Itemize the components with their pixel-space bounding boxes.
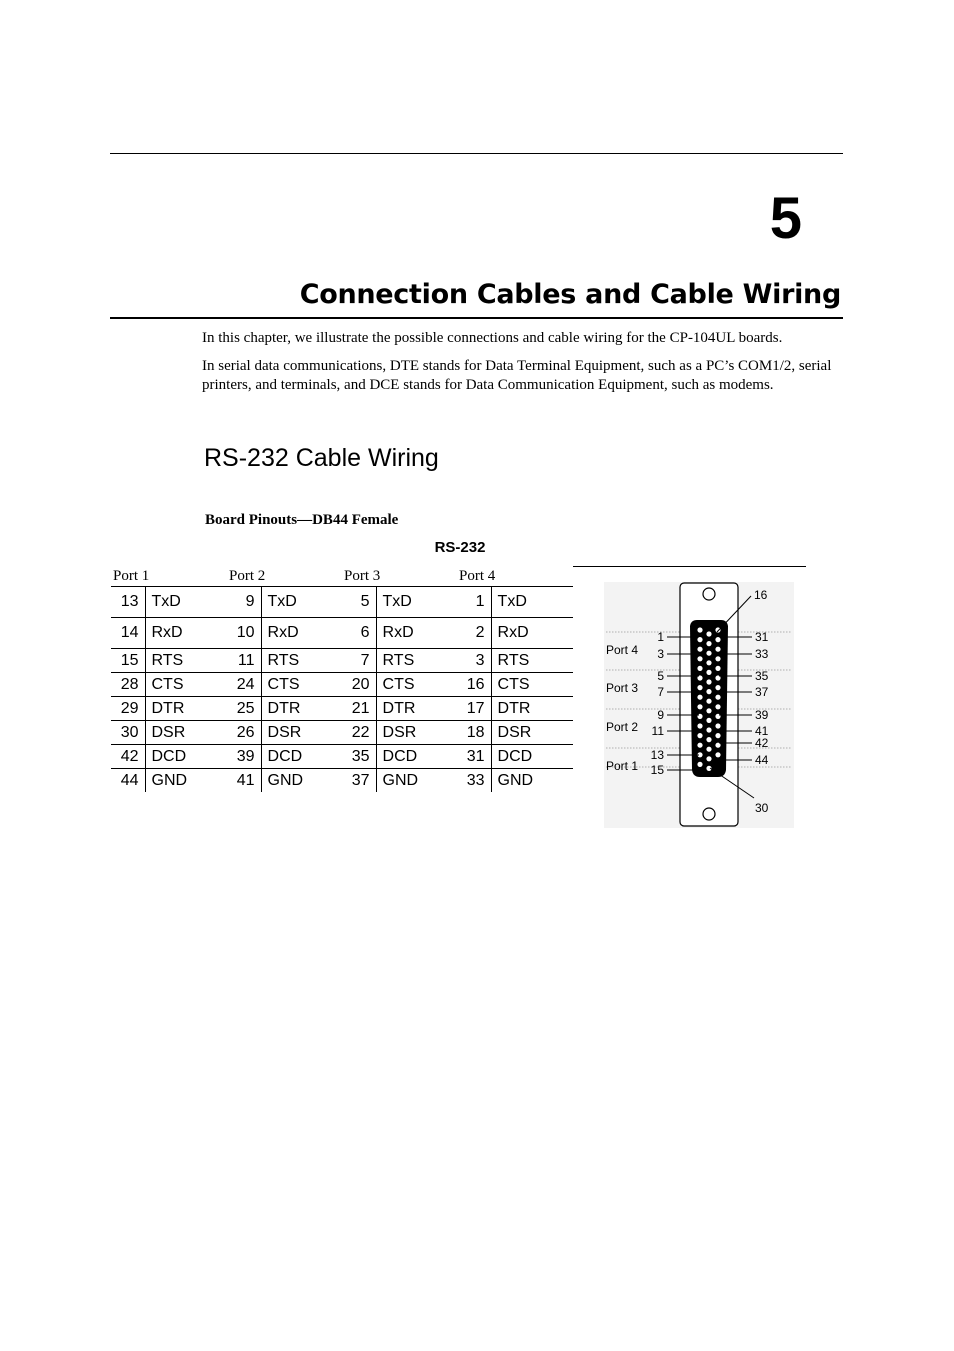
pin-number: 29 bbox=[111, 697, 145, 721]
table-row bbox=[111, 649, 573, 673]
pin-hole bbox=[706, 679, 711, 684]
pin-label: 41 bbox=[755, 724, 769, 738]
pin-hole bbox=[706, 708, 711, 713]
pin-number: 35 bbox=[342, 745, 376, 769]
pinout-table bbox=[111, 566, 573, 792]
pin-label: 31 bbox=[755, 630, 769, 644]
pin-hole bbox=[697, 704, 702, 709]
pin-label: 39 bbox=[755, 708, 769, 722]
pinout-caption: Board Pinouts—DB44 Female bbox=[205, 512, 399, 528]
pin-hole bbox=[715, 733, 720, 738]
intro-paragraph: In this chapter, we illustrate the possible connections and cable wiring for the CP-104UL boards. bbox=[202, 330, 783, 346]
pin-number: 14 bbox=[111, 618, 145, 649]
title-rule bbox=[110, 317, 843, 319]
pin-hole bbox=[697, 695, 702, 700]
port-header: Port 3 bbox=[342, 566, 457, 587]
chapter-title: Connection Cables and Cable Wiring bbox=[299, 279, 841, 310]
pin-label: 1 bbox=[657, 630, 664, 644]
pin-hole bbox=[697, 762, 702, 767]
table-row bbox=[111, 721, 573, 745]
pin-label: 16 bbox=[754, 588, 768, 602]
pin-hole bbox=[697, 656, 702, 661]
pin-hole bbox=[706, 727, 711, 732]
signal-name: DCD bbox=[145, 745, 227, 769]
port-label: Port 3 bbox=[606, 681, 639, 695]
pin-number: 21 bbox=[342, 697, 376, 721]
signal-name: CTS bbox=[491, 673, 573, 697]
standard-label: RS-232 bbox=[434, 539, 486, 556]
db44-connector-diagram bbox=[600, 578, 800, 830]
signal-name: RTS bbox=[491, 649, 573, 673]
dte-dce-paragraph: In serial data communications, DTE stands for Data Terminal Equipment, such as a PC’s COM1/2, serial printers, and terminals, and DCE stands for Data Communication Equipment, such as modems. bbox=[202, 358, 832, 393]
pin-number: 24 bbox=[227, 673, 261, 697]
signal-name: GND bbox=[382, 771, 419, 789]
pin-hole bbox=[706, 718, 711, 723]
pin-hole bbox=[697, 627, 702, 632]
pin-hole bbox=[715, 723, 720, 728]
pin-hole bbox=[697, 666, 702, 671]
pin-label: 37 bbox=[755, 685, 769, 699]
signal-name: TxD bbox=[491, 587, 573, 618]
pin-number: 13 bbox=[111, 587, 145, 618]
pin-label: 33 bbox=[755, 647, 769, 661]
pin-label: 5 bbox=[657, 669, 664, 683]
pin-number: 39 bbox=[227, 745, 261, 769]
signal-name: DSR bbox=[491, 721, 573, 745]
pin-number: 17 bbox=[457, 697, 491, 721]
signal-name: DCD bbox=[491, 745, 573, 769]
pin-label: 7 bbox=[657, 685, 664, 699]
pin-number: 7 bbox=[342, 649, 376, 673]
pin-hole bbox=[706, 756, 711, 761]
table-row bbox=[111, 587, 573, 618]
signal-name: DTR bbox=[376, 697, 457, 721]
table-row bbox=[111, 745, 573, 769]
pin-number: 3 bbox=[457, 649, 491, 673]
pin-hole bbox=[706, 689, 711, 694]
pin-label: 15 bbox=[650, 763, 664, 777]
section-heading: RS-232 Cable Wiring bbox=[204, 444, 439, 472]
signal-name: CTS bbox=[145, 673, 227, 697]
port-header: Port 2 bbox=[227, 566, 342, 587]
table-row bbox=[111, 618, 573, 649]
pin-hole bbox=[697, 733, 702, 738]
signal-name: TxD bbox=[261, 587, 342, 618]
pin-number: 5 bbox=[342, 587, 376, 618]
signal-name: RTS bbox=[261, 649, 342, 673]
port-header-row bbox=[111, 566, 573, 587]
signal-name: RxD bbox=[376, 618, 457, 649]
pin-label: 30 bbox=[755, 801, 769, 815]
pin-number: 15 bbox=[111, 649, 145, 673]
signal-name: RxD bbox=[491, 618, 573, 649]
signal-name: GND bbox=[151, 771, 188, 789]
pin-hole bbox=[706, 660, 711, 665]
pin-label: 3 bbox=[657, 647, 664, 661]
pin-hole bbox=[715, 637, 720, 642]
pin-number: 44 bbox=[111, 769, 145, 793]
pin-number: 10 bbox=[227, 618, 261, 649]
pin-hole bbox=[715, 752, 720, 757]
pin-label: 9 bbox=[657, 708, 664, 722]
pin-number: 11 bbox=[227, 649, 261, 673]
pin-hole bbox=[697, 743, 702, 748]
signal-name: TxD bbox=[376, 587, 457, 618]
signal-name: CTS bbox=[261, 673, 342, 697]
pin-hole bbox=[715, 695, 720, 700]
signal-name: CTS bbox=[376, 673, 457, 697]
pin-number: 6 bbox=[342, 618, 376, 649]
pin-hole bbox=[715, 685, 720, 690]
pin-hole bbox=[715, 704, 720, 709]
signal-name: RTS bbox=[376, 649, 457, 673]
top-rule bbox=[110, 153, 843, 154]
pin-hole bbox=[697, 723, 702, 728]
pin-number: 30 bbox=[111, 721, 145, 745]
pin-number: 1 bbox=[457, 587, 491, 618]
signal-name: DSR bbox=[145, 721, 227, 745]
port-label: Port 2 bbox=[606, 720, 639, 734]
pin-hole bbox=[706, 631, 711, 636]
signal-name: DTR bbox=[491, 697, 573, 721]
pin-number: 42 bbox=[111, 745, 145, 769]
pin-number: 20 bbox=[342, 673, 376, 697]
signal-name: DTR bbox=[145, 697, 227, 721]
pin-hole bbox=[706, 651, 711, 656]
pin-number: 25 bbox=[227, 697, 261, 721]
pin-number: 18 bbox=[457, 721, 491, 745]
pin-label: 44 bbox=[755, 753, 769, 767]
pin-number: 22 bbox=[342, 721, 376, 745]
table-row bbox=[111, 697, 573, 721]
signal-name: DCD bbox=[376, 745, 457, 769]
pin-label: 11 bbox=[651, 724, 664, 738]
pin-number: 16 bbox=[457, 673, 491, 697]
table-row bbox=[111, 769, 573, 793]
pin-number: 9 bbox=[227, 587, 261, 618]
header-rule-extension bbox=[573, 566, 806, 567]
pin-hole bbox=[706, 747, 711, 752]
pin-hole bbox=[715, 627, 720, 632]
pin-hole bbox=[706, 737, 711, 742]
signal-name: DSR bbox=[261, 721, 342, 745]
signal-name: GND bbox=[497, 771, 534, 789]
pin-label: 13 bbox=[650, 748, 664, 762]
signal-name: RxD bbox=[261, 618, 342, 649]
pin-hole bbox=[706, 670, 711, 675]
pin-hole bbox=[697, 685, 702, 690]
pin-number: 28 bbox=[111, 673, 145, 697]
pin-hole bbox=[697, 637, 702, 642]
pin-hole bbox=[706, 699, 711, 704]
pin-number: 31 bbox=[457, 745, 491, 769]
pin-number: 41 bbox=[227, 769, 261, 793]
pin-number: 37 bbox=[342, 769, 376, 793]
chapter-number: 5 bbox=[769, 186, 802, 251]
port-label: Port 4 bbox=[606, 643, 639, 657]
signal-name: TxD bbox=[145, 587, 227, 618]
signal-name: DTR bbox=[261, 697, 342, 721]
signal-name: DSR bbox=[376, 721, 457, 745]
table-row bbox=[111, 673, 573, 697]
pin-hole bbox=[697, 647, 702, 652]
pin-hole bbox=[706, 641, 711, 646]
pin-number: 26 bbox=[227, 721, 261, 745]
pin-hole bbox=[715, 656, 720, 661]
pin-label: 42 bbox=[755, 736, 769, 750]
pin-number: 33 bbox=[457, 769, 491, 793]
signal-name: RTS bbox=[145, 649, 227, 673]
port-header: Port 4 bbox=[457, 566, 573, 587]
pin-number: 2 bbox=[457, 618, 491, 649]
pin-hole bbox=[715, 647, 720, 652]
signal-name: DCD bbox=[261, 745, 342, 769]
port-header: Port 1 bbox=[111, 566, 227, 587]
port-label: Port 1 bbox=[606, 759, 639, 773]
signal-name: GND bbox=[267, 771, 304, 789]
signal-name: RxD bbox=[145, 618, 227, 649]
pin-hole bbox=[715, 666, 720, 671]
pin-label: 35 bbox=[755, 669, 769, 683]
